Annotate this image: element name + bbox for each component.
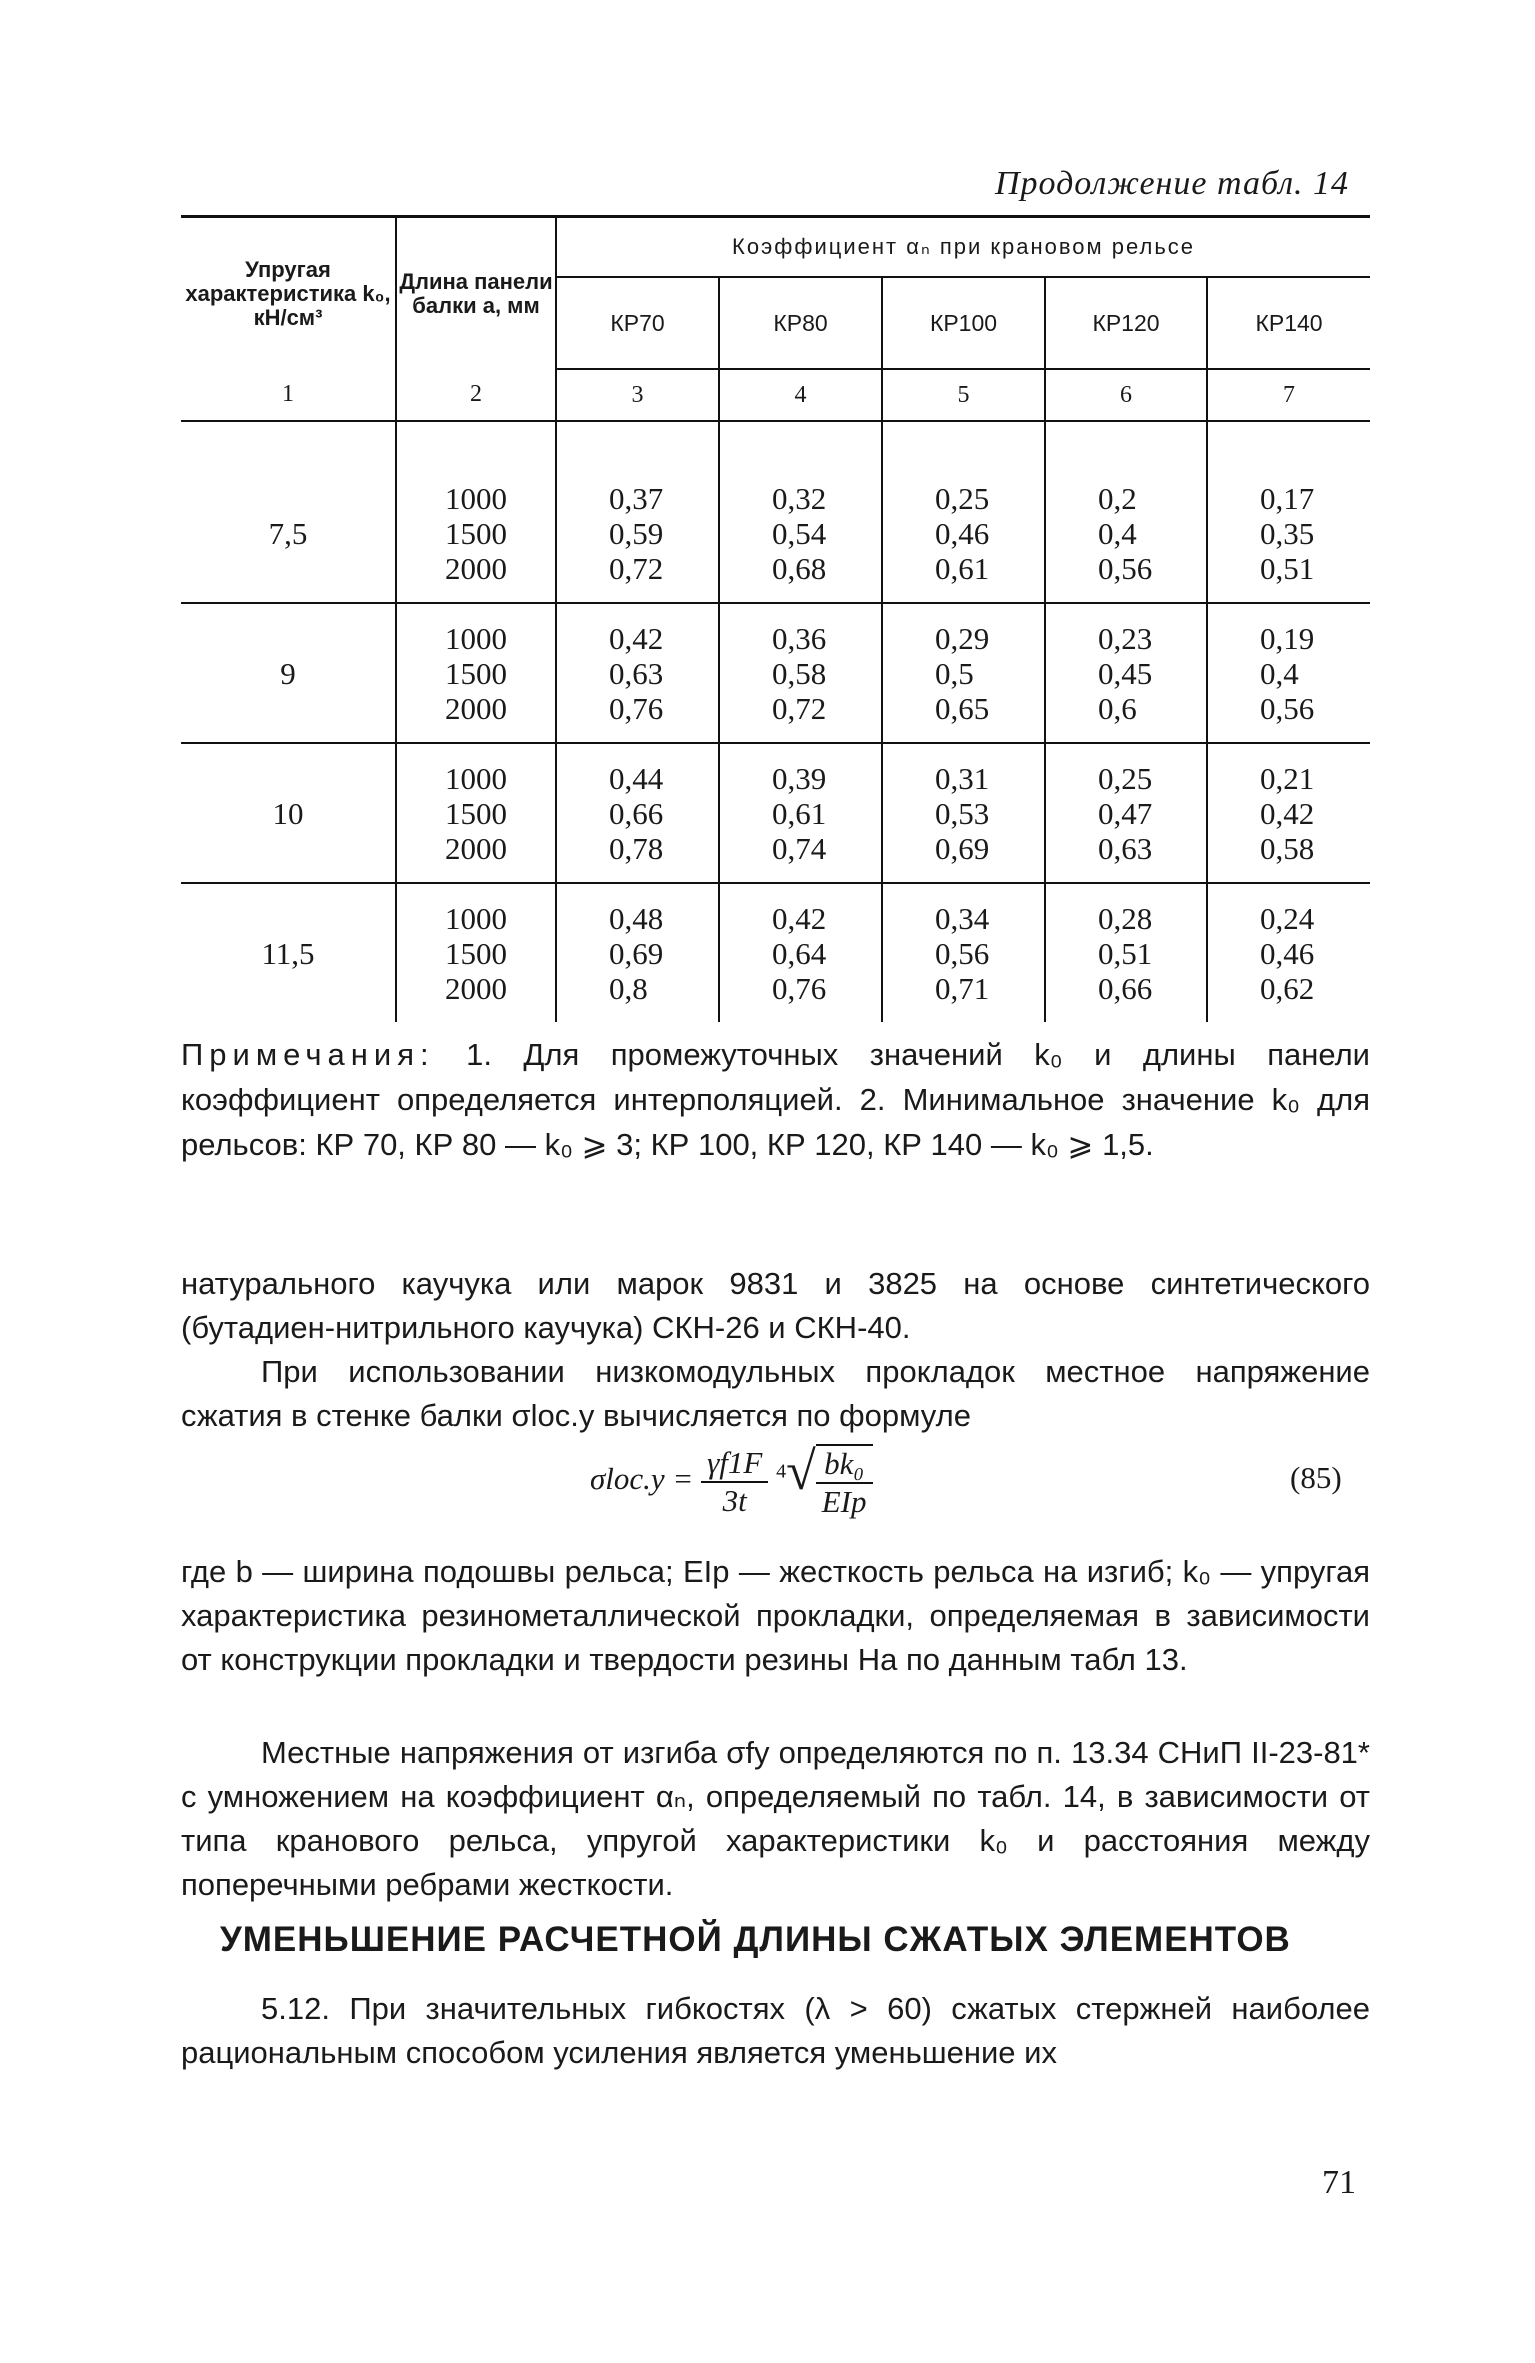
coefficient-value: 0,51 — [1260, 550, 1315, 586]
stiffness-cell: 7,5 — [181, 464, 396, 603]
coefficient-cell — [1045, 464, 1207, 603]
stiffness-cell: 9 — [181, 603, 396, 743]
table-row — [181, 883, 1370, 1022]
coefficient-cell — [719, 743, 882, 883]
coefficient-value: 0,53 — [935, 795, 990, 831]
coefficient-value: 0,59 — [609, 515, 664, 551]
formula-lhs: σloc.y = — [590, 1461, 694, 1496]
coefficient-value: 0,25 — [935, 480, 990, 516]
coefficient-value: 0,58 — [1260, 830, 1315, 866]
length-value: 1500 — [445, 935, 507, 971]
coefficient-value: 0,47 — [1098, 795, 1153, 831]
coefficient-value: 0,63 — [609, 655, 664, 691]
coefficient-value: 0,61 — [772, 795, 827, 831]
coefficient-cell — [1045, 743, 1207, 883]
coefficient-value: 0,56 — [935, 935, 990, 971]
coefficient-value: 0,25 — [1098, 760, 1153, 796]
coefficient-value: 0,17 — [1260, 480, 1315, 516]
coefficient-cell — [556, 883, 719, 1022]
coefficient-cell — [556, 743, 719, 883]
stiffness-cell: 10 — [181, 743, 396, 883]
length-cell — [396, 883, 556, 1022]
table-caption: Продолжение табл. 14 — [995, 165, 1350, 202]
coefficient-value: 0,54 — [772, 515, 827, 551]
coefficient-value: 0,2 — [1098, 480, 1137, 516]
column-number: 6 — [1045, 369, 1207, 421]
coefficient-value: 0,35 — [1260, 515, 1315, 551]
length-value: 1500 — [445, 795, 507, 831]
coefficient-value: 0,56 — [1098, 550, 1153, 586]
paragraph: где b — ширина подошвы рельса; EIp — жесткость рельса на изгиб; k₀ — упругая характеристика резинометаллической прокладки, определяемая в зависимости от конструкции прокладки и твердости резины На по данным табл 13. — [181, 1554, 1370, 1677]
column-number: 5 — [882, 369, 1045, 421]
length-value: 1000 — [445, 760, 507, 796]
coefficient-value: 0,62 — [1260, 970, 1315, 1006]
length-value: 1500 — [445, 655, 507, 691]
header-rail: КР120 — [1045, 277, 1207, 369]
coefficient-value: 0,32 — [772, 480, 827, 516]
coefficient-cell — [719, 464, 882, 603]
formula-number: (85) — [1290, 1460, 1342, 1495]
column-number: 1 — [181, 369, 396, 421]
coefficient-cell — [719, 603, 882, 743]
coefficient-cell — [719, 883, 882, 1022]
column-number: 4 — [719, 369, 882, 421]
coefficient-value: 0,42 — [772, 900, 827, 936]
table-row — [181, 743, 1370, 883]
header-coefficient-group: Коэффициент αₙ при крановом рельсе — [556, 217, 1370, 278]
length-value: 1000 — [445, 480, 507, 516]
coefficient-value: 0,58 — [772, 655, 827, 691]
coefficient-value: 0,5 — [935, 655, 974, 691]
table-row — [181, 464, 1370, 603]
coefficient-cell — [1207, 464, 1370, 603]
coefficient-value: 0,4 — [1260, 655, 1299, 691]
section-heading: УМЕНЬШЕНИЕ РАСЧЕТНОЙ ДЛИНЫ СЖАТЫХ ЭЛЕМЕНТОВ — [220, 1920, 1291, 1959]
notes-text: 1. Для промежуточных значений k₀ и длины панели коэффициент определяется интерполяцией. 2. Минимальное значение k₀ для рельсов: КР 70, КР 80 — k₀ ⩾ 3; КР 100, КР 120, КР 140 — k₀ ⩾ 1,5. — [181, 1037, 1370, 1162]
coefficient-cell — [556, 464, 719, 603]
column-number: 7 — [1207, 369, 1370, 421]
coefficient-value: 0,68 — [772, 550, 827, 586]
coefficient-value: 0,39 — [772, 760, 827, 796]
coefficient-value: 0,44 — [609, 760, 664, 796]
coefficient-value: 0,34 — [935, 900, 990, 936]
coefficient-value: 0,61 — [935, 550, 990, 586]
fraction-numerator: γf1F — [701, 1445, 768, 1483]
coefficient-value: 0,28 — [1098, 900, 1153, 936]
coefficient-table — [181, 215, 1370, 1022]
table-notes — [181, 1032, 1370, 1167]
coefficient-value: 0,46 — [935, 515, 990, 551]
fraction-denominator: 3t — [722, 1482, 747, 1518]
coefficient-value: 0,24 — [1260, 900, 1315, 936]
root-numerator: bk₀ — [816, 1446, 873, 1484]
root-fraction — [816, 1444, 873, 1520]
length-value: 2000 — [445, 830, 507, 866]
root-denominator: EIp — [821, 1483, 867, 1519]
length-cell — [396, 603, 556, 743]
coefficient-value: 0,21 — [1260, 760, 1315, 796]
coefficient-value: 0,45 — [1098, 655, 1153, 691]
coefficient-value: 0,48 — [609, 900, 664, 936]
coefficient-cell — [556, 603, 719, 743]
length-value: 1000 — [445, 900, 507, 936]
coefficient-cell — [882, 603, 1045, 743]
coefficient-cell — [1045, 883, 1207, 1022]
formula-fraction — [701, 1445, 768, 1519]
root-index: 4 — [776, 1460, 787, 1483]
coefficient-value: 0,19 — [1260, 620, 1315, 656]
paragraph: 5.12. При значительных гибкостях (λ > 60) сжатых стержней наиболее рациональным способом усиления является уменьшение их — [181, 1991, 1370, 2070]
coefficient-value: 0,8 — [609, 970, 648, 1006]
coefficient-value: 0,36 — [772, 620, 827, 656]
header-rail: КР70 — [556, 277, 719, 369]
coefficient-value: 0,23 — [1098, 620, 1153, 656]
coefficient-value: 0,64 — [772, 935, 827, 971]
paragraph: При использовании низкомодульных прокладок местное напряжение сжатия в стенке балки σloc.y вычисляется по формуле — [181, 1354, 1370, 1433]
coefficient-value: 0,51 — [1098, 935, 1153, 971]
coefficient-value: 0,42 — [609, 620, 664, 656]
coefficient-cell — [1045, 603, 1207, 743]
coefficient-value: 0,63 — [1098, 830, 1153, 866]
formula-85 — [590, 1440, 873, 1520]
page-number: 71 — [1322, 2164, 1356, 2201]
coefficient-value: 0,71 — [935, 970, 990, 1006]
coefficient-value: 0,76 — [609, 690, 664, 726]
length-value: 1500 — [445, 515, 507, 551]
coefficient-value: 0,74 — [772, 830, 827, 866]
length-value: 2000 — [445, 690, 507, 726]
coefficient-value: 0,65 — [935, 690, 990, 726]
coefficient-value: 0,78 — [609, 830, 664, 866]
coefficient-value: 0,69 — [935, 830, 990, 866]
coefficient-cell — [1207, 743, 1370, 883]
coefficient-cell — [882, 883, 1045, 1022]
coefficient-value: 0,46 — [1260, 935, 1315, 971]
header-rail: КР80 — [719, 277, 882, 369]
radical-sign: √ — [786, 1441, 816, 1501]
length-cell — [396, 743, 556, 883]
coefficient-value: 0,31 — [935, 760, 990, 796]
header-stiffness: Упругая характеристика k₀, кН/см³ — [181, 217, 396, 370]
coefficient-value: 0,37 — [609, 480, 664, 516]
coefficient-value: 0,6 — [1098, 690, 1137, 726]
length-value: 1000 — [445, 620, 507, 656]
coefficient-value: 0,42 — [1260, 795, 1315, 831]
coefficient-cell — [1207, 603, 1370, 743]
notes-label: Примечания: — [181, 1037, 435, 1072]
coefficient-value: 0,4 — [1098, 515, 1137, 551]
header-rail: КР100 — [882, 277, 1045, 369]
length-value: 2000 — [445, 970, 507, 1006]
header-rail: КР140 — [1207, 277, 1370, 369]
coefficient-cell — [1207, 883, 1370, 1022]
stiffness-cell: 11,5 — [261, 935, 315, 971]
coefficient-value: 0,66 — [609, 795, 664, 831]
coefficient-value: 0,56 — [1260, 690, 1315, 726]
coefficient-cell — [882, 464, 1045, 603]
paragraph: Местные напряжения от изгиба σfy определяются по п. 13.34 СНиП II-23-81* с умножением на коэффициент αₙ, определяемый по табл. 14, в зависимости от типа кранового рельса, упругой характеристики k₀ и расстояния между поперечными ребрами жесткости. — [181, 1735, 1370, 1902]
coefficient-value: 0,29 — [935, 620, 990, 656]
header-panel-length: Длина панели балки a, мм — [396, 217, 556, 370]
paragraph: натурального каучука или марок 9831 и 3825 на основе синтетического (бутадиен-нитрильного каучука) СКН-26 и СКН-40. — [181, 1266, 1370, 1345]
length-value: 2000 — [445, 550, 507, 586]
table-row — [181, 603, 1370, 743]
column-number: 2 — [396, 369, 556, 421]
column-number: 3 — [556, 369, 719, 421]
coefficient-value: 0,69 — [609, 935, 664, 971]
coefficient-value: 0,66 — [1098, 970, 1153, 1006]
coefficient-value: 0,72 — [772, 690, 827, 726]
length-cell — [396, 464, 556, 603]
coefficient-value: 0,72 — [609, 550, 664, 586]
coefficient-value: 0,76 — [772, 970, 827, 1006]
coefficient-cell — [882, 743, 1045, 883]
